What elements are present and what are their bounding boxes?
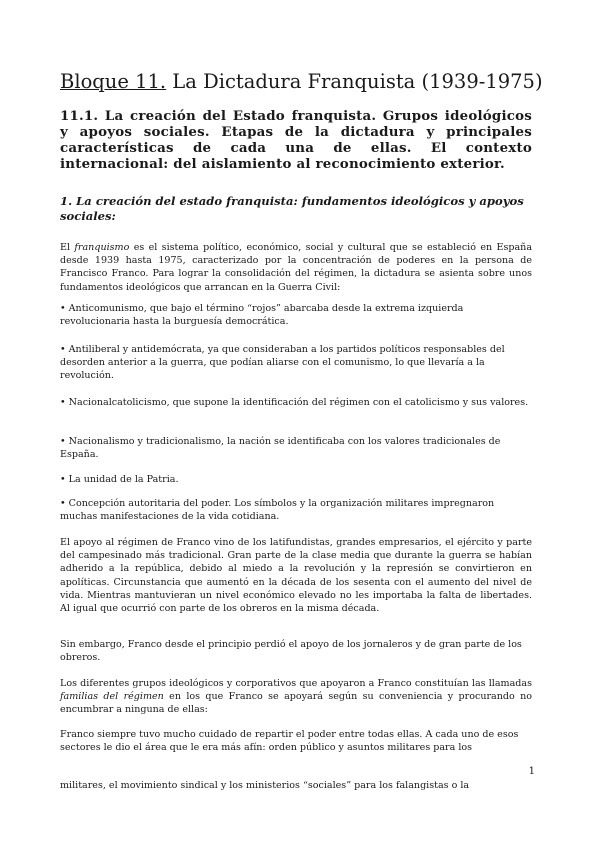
paragraph-grupos [60, 677, 532, 717]
intro-paragraph [60, 241, 532, 294]
paragraph-apoyo: El apoyo al régimen de Franco vino de los latifundistas, grandes empresarios, el ejército y parte del campesinado más tradicional. Gran parte de la clase media que durante la guerra se habían adherido a la república, debido al miedo a la revolución y la represión se convirtieron en apolíticas. Circunstancia que aumentó en la década de los sesenta con el aumento del nivel de vida. Mientras mantuvieran un nivel económico elevado no les importaba la falta de libertades. Al igual que ocurrió con parte de los obreros en la misma década. [60, 537, 532, 615]
grupos-post: en los que Franco se apoyará según su conveniencia y procurando no encumbrar a ninguna de ellas: [60, 691, 532, 716]
bullet-item-anticomunismo: • Anticomunismo, que bajo el término “rojos” abarcaba desde la extrema izquierda revolucionaria hasta la burguesía democrática. [60, 303, 464, 328]
intro-post: es el sistema político, económico, social y cultural que se estableció en España desde 1939 hasta 1975, caracterizado por la concentración de poderes en la persona de Francisco Franco. Para lograr la consolidación del régimen, la dictadura se asienta sobre unos fundamentos ideológicos que arrancan en la Guerra Civil: [60, 242, 533, 293]
title-text: La Dictadura Franquista (1939-1975) [166, 70, 543, 93]
grupos-pre: Los diferentes grupos ideológicos y corporativos que apoyaron a Franco constituían las llamadas [60, 678, 532, 689]
footer-continuation: militares, el movimiento sindical y los ministerios “sociales” para los falangistas o la [60, 780, 470, 791]
intro-pre: El [60, 242, 75, 253]
subtitle: 11.1. La creación del Estado franquista. Grupos ideológicos y apoyos sociales. Etapas de la dictadura y principales características de cada una de ellas. El contexto internacional: del aislamiento al reconocimiento exterior. [60, 108, 532, 172]
grupos-term: familias del régimen [60, 691, 164, 703]
intro-term: franquismo [74, 242, 130, 253]
bullet-item-antiliberal: • Antiliberal y antidemócrata, ya que consideraban a los partidos políticos responsables del desorden anterior a la guerra, que podían aliarse con el comunismo, lo que llevaría a la revolución. [60, 344, 505, 382]
bullet-item-nacionalcatolicismo: • Nacionalcatolicismo, que supone la identificación del régimen con el catolicismo y sus valores. [60, 397, 529, 408]
paragraph-reparto: Franco siempre tuvo mucho cuidado de repartir el poder entre todas ellas. A cada uno de esos sectores le dio el área que le era más afín: orden público y asuntos militares para los [60, 729, 519, 754]
bullet-item-unidad: • La unidad de la Patria. [60, 474, 179, 485]
bloque-label: Bloque 11. [60, 70, 167, 93]
page-number: 1 [528, 766, 535, 777]
bullet-item-autoritaria: • Concepción autoritaria del poder. Los símbolos y la organización militares impregnaron muchas manifestaciones de la vida cotidiana. [60, 498, 495, 523]
bullet-item-nacionalismo: • Nacionalismo y tradicionalismo, la nación se identificaba con los valores tradicionales de España. [60, 436, 501, 461]
page-title [60, 70, 543, 94]
section-heading: 1. La creación del estado franquista: fundamentos ideológicos y apoyos sociales: [60, 194, 524, 223]
paragraph-sin-embargo: Sin embargo, Franco desde el principio perdió el apoyo de los jornaleros y de gran parte de los obreros. [60, 639, 522, 664]
